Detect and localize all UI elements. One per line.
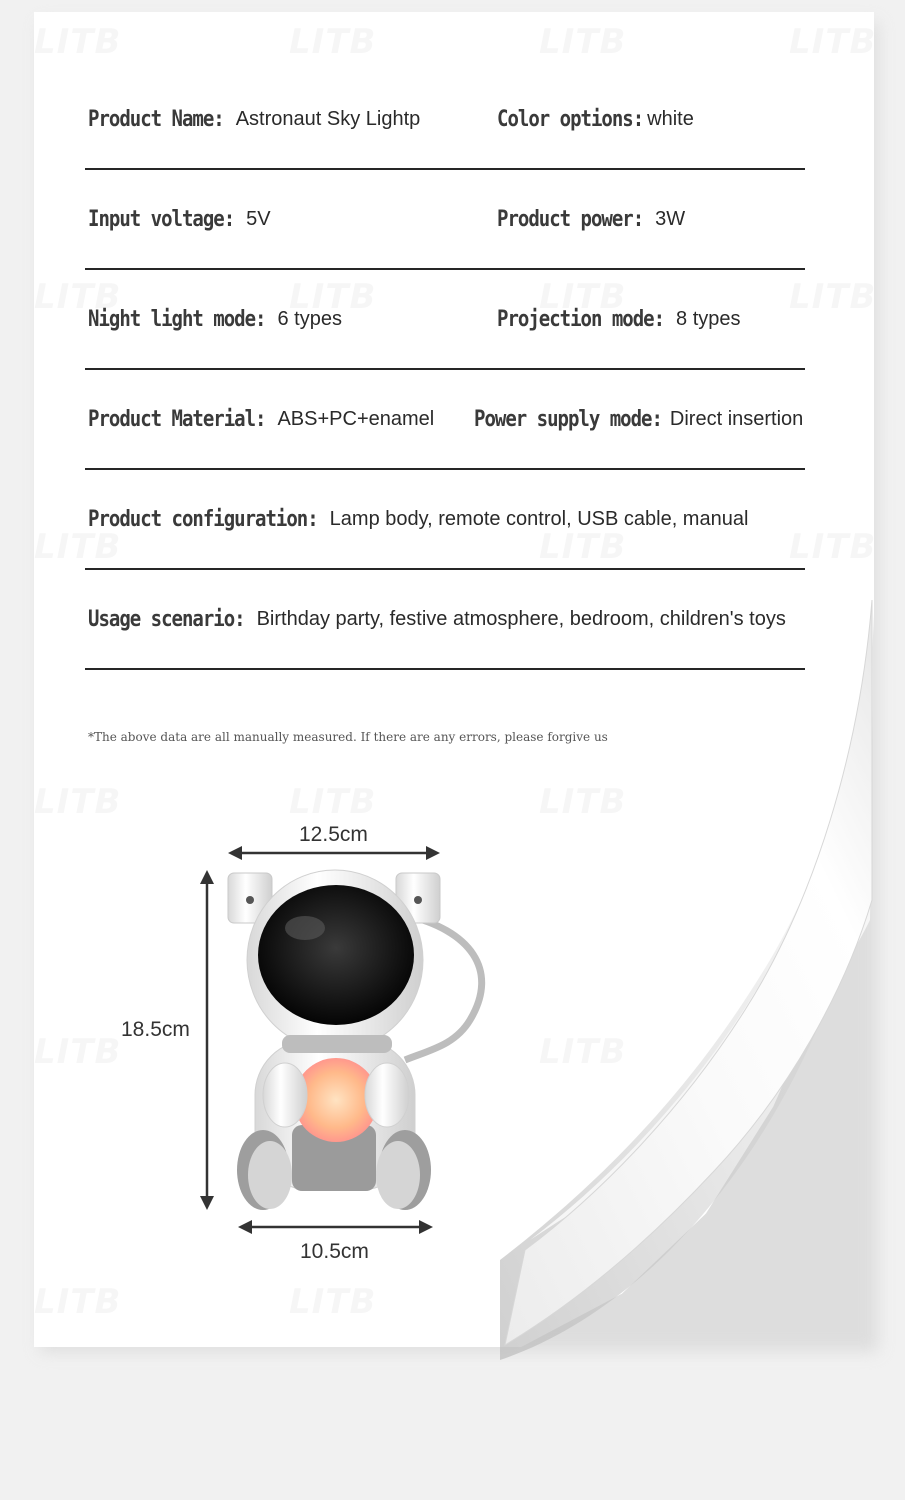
spec-label: Input voltage:	[88, 206, 235, 232]
arrow-width-bottom	[238, 1220, 433, 1234]
spec-label: Power supply mode:	[474, 406, 662, 432]
spec-value: 6 types	[277, 307, 342, 330]
arrow-height	[200, 870, 214, 1210]
spec-label: Usage scenario:	[88, 606, 245, 632]
spec-value: ABS+PC+enamel	[277, 407, 435, 430]
spec-value: 5V	[246, 207, 271, 230]
spec-label: Product Material:	[88, 406, 266, 432]
spec-label: Product Name:	[88, 106, 224, 132]
spec-label: Product configuration:	[88, 506, 318, 532]
spec-value: Lamp body, remote control, USB cable, manual	[329, 507, 749, 530]
spec-value: Direct insertion	[669, 407, 804, 430]
arrow-width-top	[228, 846, 440, 860]
spec-value: Astronaut Sky Lightp	[235, 107, 421, 130]
spec-label: Product power:	[497, 206, 644, 232]
spec-value: 3W	[655, 207, 686, 230]
spec-label: Night light mode:	[88, 306, 266, 332]
astronaut-lamp	[228, 870, 440, 1210]
spec-value: 8 types	[676, 307, 741, 330]
spec-value: Birthday party, festive atmosphere, bedroom, children's toys	[256, 607, 786, 630]
spec-label: Projection mode:	[497, 306, 665, 332]
dimension-width-bottom: 10.5cm	[300, 1240, 369, 1263]
dimension-height: 18.5cm	[121, 1018, 190, 1041]
dimension-width-top: 12.5cm	[299, 823, 368, 846]
spec-label: Color options:	[497, 106, 644, 132]
spec-value: white	[647, 107, 694, 130]
measurement-note: *The above data are all manually measured. If there are any errors, please forgive us	[88, 730, 608, 744]
